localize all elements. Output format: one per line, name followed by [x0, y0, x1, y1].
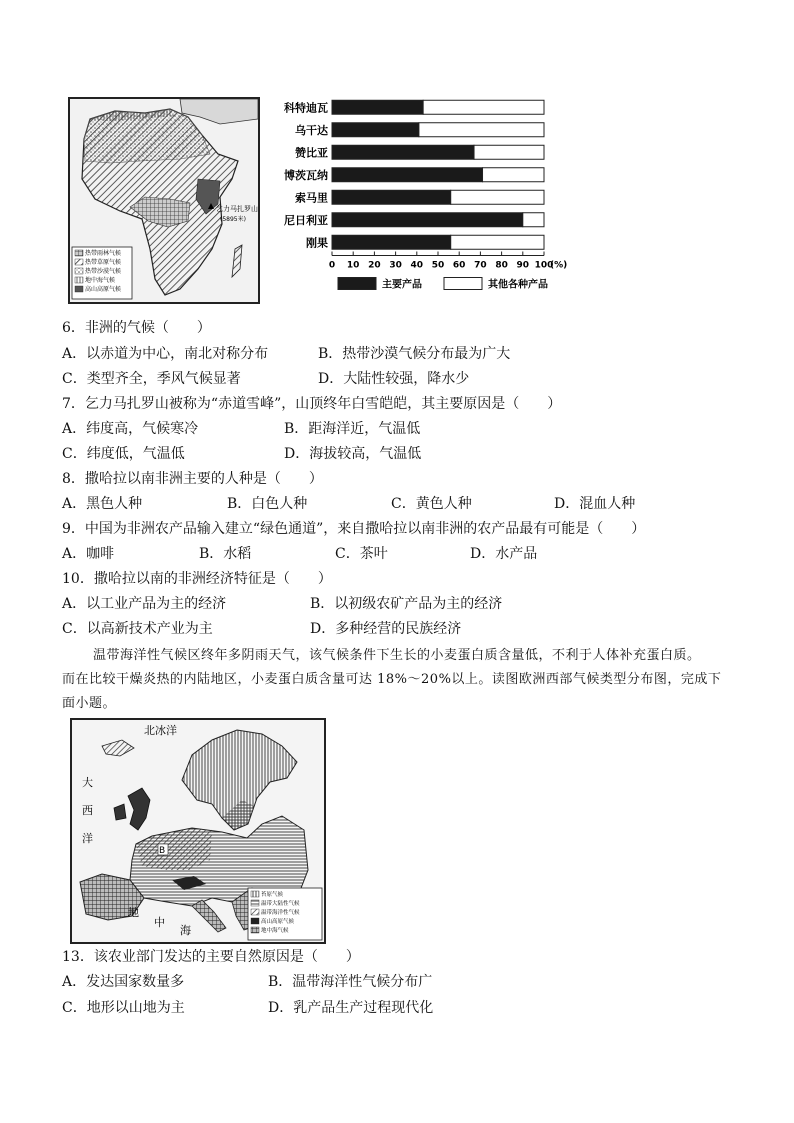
x-tick-label: 40	[410, 260, 424, 271]
bar-other-products	[483, 168, 544, 182]
category-label: 索马里	[295, 191, 328, 205]
question-10-option-a[interactable]: A．以工业产品为主的经济	[62, 596, 227, 612]
question-6-option-d[interactable]: D．大陆性较强，降水少	[318, 371, 470, 387]
x-tick-label: 70	[474, 260, 487, 271]
question-7-option-c[interactable]: C．纬度低，气温低	[62, 446, 185, 462]
legend-swatch	[444, 278, 482, 290]
question-6-option-a[interactable]: A．以赤道为中心，南北对称分布	[62, 346, 269, 362]
question-10-option-b[interactable]: B．以初级农矿产品为主的经济	[310, 596, 503, 612]
kilimanjaro-elevation: (5895米)	[220, 216, 246, 223]
question-9-option-d[interactable]: D．水产品	[470, 546, 538, 562]
x-tick-label: 90	[516, 260, 530, 271]
question-10-option-c[interactable]: C．以高新技术产业为主	[62, 621, 213, 637]
arctic-ocean-label: 北冰洋	[144, 724, 177, 737]
africa-map-drawing	[70, 99, 258, 302]
question-6-stem: 6．非洲的气候（ ）	[62, 320, 211, 336]
europe-legend-item: 高山高原气候	[261, 919, 295, 925]
legend-label: 主要产品	[382, 279, 422, 291]
product-share-chart	[278, 90, 596, 300]
question-7-option-b[interactable]: B．距海洋近，气温低	[284, 421, 421, 437]
question-13-option-a[interactable]: A．发达国家数量多	[62, 974, 185, 990]
africa-map-legend	[75, 249, 121, 293]
x-tick-label: 10	[346, 260, 360, 271]
bar-main-product	[332, 235, 451, 249]
legend-label: 其他各种产品	[488, 279, 548, 291]
question-13-option-c[interactable]: C．地形以山地为主	[62, 1000, 185, 1016]
europe-legend-item: 苔原气候	[261, 892, 284, 898]
x-tick-label: 20	[368, 260, 381, 271]
bar-other-products	[474, 145, 544, 159]
question-8-option-a[interactable]: A．黑色人种	[62, 496, 143, 512]
africa-legend-item: 热带沙漠气候	[85, 268, 122, 275]
africa-legend-item: 热带雨林气候	[85, 250, 122, 257]
x-tick-label: 0	[328, 260, 336, 271]
question-9-option-a[interactable]: A．咖啡	[62, 546, 115, 562]
x-axis-unit: (%)	[550, 260, 568, 271]
mediterranean-label-2: 中	[154, 916, 165, 929]
question-9-option-c[interactable]: C．茶叶	[335, 546, 388, 562]
bar-main-product	[332, 123, 419, 137]
africa-legend-item: 高山高原气候	[85, 286, 122, 293]
europe-legend-item: 地中海气候	[261, 928, 289, 934]
bar-chart-svg	[278, 90, 596, 300]
question-7-option-d[interactable]: D．海拔较高，气温低	[284, 446, 422, 462]
bar-main-product	[332, 100, 423, 114]
x-tick-label: 30	[389, 260, 402, 271]
question-6-option-b[interactable]: B．热带沙漠气候分布最为广大	[318, 346, 511, 362]
question-13-option-d[interactable]: D．乳产品生产过程现代化	[268, 1000, 434, 1016]
europe-legend-item: 温带大陆性气候	[261, 901, 300, 907]
legend-swatch	[338, 278, 376, 290]
atlantic-label-1: 大	[82, 776, 93, 789]
question-8-stem: 8．撒哈拉以南非洲主要的人种是（ ）	[62, 471, 323, 487]
x-tick-label: 50	[431, 260, 445, 271]
bar-other-products	[451, 235, 544, 249]
category-label: 赞比亚	[295, 146, 328, 160]
x-tick-label: 100	[534, 260, 554, 271]
question-8-option-d[interactable]: D．混血人种	[554, 496, 636, 512]
category-label: 科特迪瓦	[284, 101, 328, 115]
question-9-stem: 9．中国为非洲农产品输入建立“绿色通道”，来自撒哈拉以南非洲的农产品最有可能是（ ）	[62, 521, 646, 537]
question-13-stem: 13．该农业部门发达的主要自然原因是（ ）	[62, 949, 360, 965]
mediterranean-label-1: 地	[128, 906, 139, 919]
africa-legend-item: 地中海气候	[85, 277, 116, 284]
atlantic-label-3: 洋	[82, 832, 93, 845]
category-label: 博茨瓦纳	[284, 168, 328, 182]
bar-other-products	[523, 213, 544, 227]
question-8-option-b[interactable]: B．白色人种	[227, 496, 308, 512]
question-7-stem: 7．乞力马扎罗山被称为“赤道雪峰”，山顶终年白雪皑皑，其主要原因是（ ）	[62, 396, 562, 412]
europe-legend-item: 温带海洋性气候	[261, 910, 300, 916]
atlantic-label-2: 西	[82, 804, 93, 817]
bar-main-product	[332, 145, 474, 159]
category-label: 刚果	[306, 236, 328, 250]
passage-line-3: 面小题。	[62, 696, 117, 711]
question-7-option-a[interactable]: A．纬度高，气候寒冷	[62, 421, 199, 437]
mediterranean-label-3: 海	[180, 924, 191, 937]
question-13-option-b[interactable]: B．温带海洋性气候分布广	[268, 974, 433, 990]
x-tick-label: 60	[452, 260, 466, 271]
category-label: 尼日利亚	[284, 213, 328, 227]
bar-other-products	[451, 190, 544, 204]
kilimanjaro-label: 乞力马扎罗山	[216, 205, 258, 213]
question-10-stem: 10．撒哈拉以南的非洲经济特征是（ ）	[62, 571, 332, 587]
africa-climate-map	[68, 97, 260, 304]
bar-main-product	[332, 213, 523, 227]
bar-main-product	[332, 168, 483, 182]
bar-other-products	[423, 100, 544, 114]
passage-line-1: 温带海洋性气候区终年多阴雨天气，该气候条件下生长的小麦蛋白质含量低，不利于人体补充蛋白质。	[93, 648, 701, 663]
point-b-label: B	[159, 846, 166, 856]
question-8-option-c[interactable]: C．黄色人种	[391, 496, 472, 512]
europe-climate-map	[70, 718, 326, 944]
question-6-option-c[interactable]: C．类型齐全，季风气候显著	[62, 371, 241, 387]
bar-other-products	[419, 123, 544, 137]
question-9-option-b[interactable]: B．水稻	[199, 546, 252, 562]
passage-line-2: 而在比较干燥炎热的内陆地区，小麦蛋白质含量可达 18%～20%以上。读图欧洲西部气候类型分布图，完成下	[62, 672, 722, 687]
africa-legend-item: 热带草原气候	[85, 259, 122, 266]
category-label: 乌干达	[295, 123, 328, 137]
x-tick-label: 80	[495, 260, 508, 271]
question-10-option-d[interactable]: D．多种经营的民族经济	[310, 621, 462, 637]
europe-map-drawing	[72, 720, 324, 942]
bar-main-product	[332, 190, 451, 204]
